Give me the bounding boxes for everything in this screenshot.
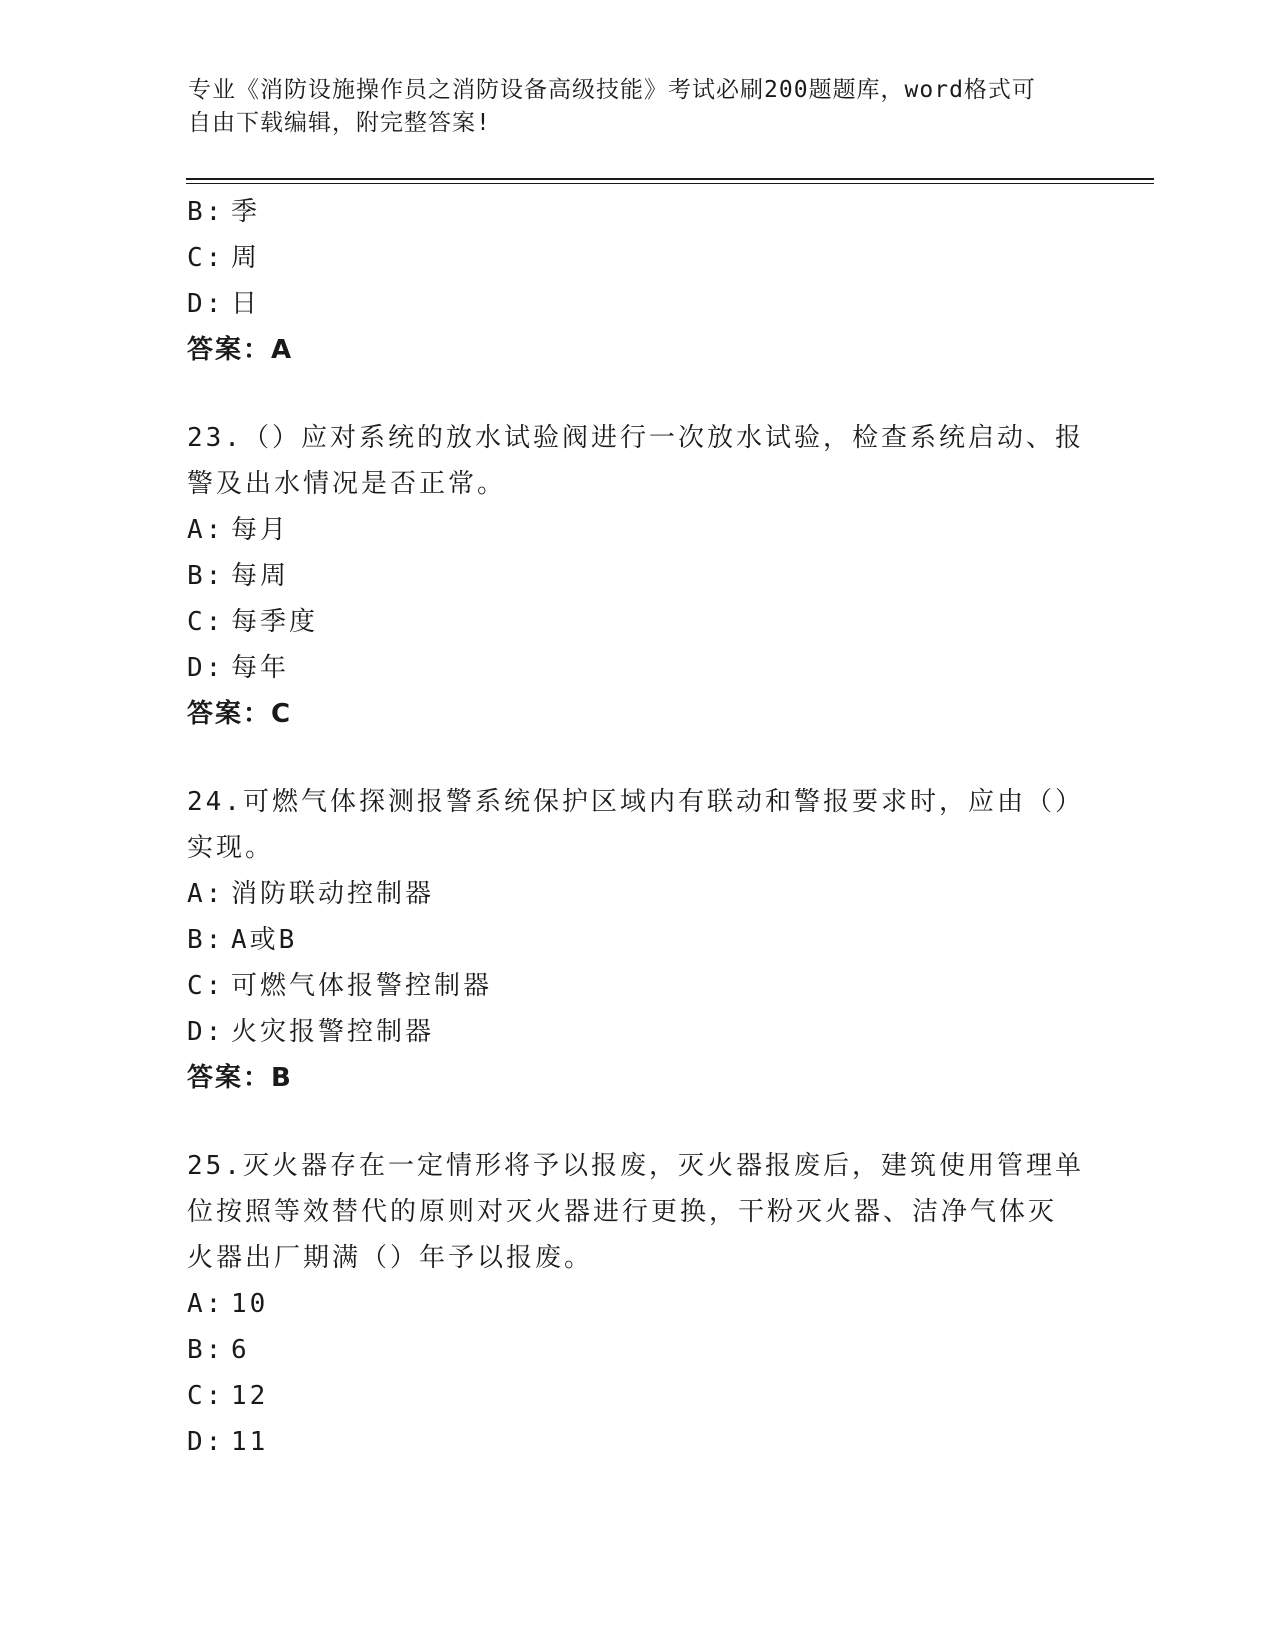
- question-text-line: 23.（）应对系统的放水试验阀进行一次放水试验，检查系统启动、报: [187, 423, 1084, 453]
- option-label: D:: [187, 653, 225, 683]
- option-label: C:: [187, 607, 225, 637]
- option-text: 每季度: [231, 607, 319, 637]
- question-text-line: 实现。: [187, 833, 275, 863]
- answer-line: 答案：A: [187, 335, 294, 365]
- option-text: 11: [231, 1427, 269, 1457]
- question-24: [187, 779, 1084, 1101]
- option-a: [187, 871, 1077, 917]
- option-text: 每月: [231, 515, 290, 545]
- option-c: [187, 235, 1077, 281]
- spacer: [187, 737, 1077, 779]
- header-line-2: 自由下载编辑，附完整答案!: [188, 110, 491, 136]
- option-label: D:: [187, 289, 225, 319]
- option-d: [187, 645, 1077, 691]
- option-text: 日: [231, 289, 261, 319]
- option-c: [187, 599, 1077, 645]
- option-d: [187, 281, 1077, 327]
- option-b: [187, 1327, 1077, 1373]
- option-d: [187, 1419, 1077, 1465]
- answer-line: 答案：C: [187, 699, 293, 729]
- option-text: 消防联动控制器: [231, 879, 435, 909]
- option-label: B:: [187, 1335, 225, 1365]
- spacer: [187, 373, 1077, 415]
- option-text: 可燃气体报警控制器: [231, 971, 493, 1001]
- option-text: 12: [231, 1381, 269, 1411]
- option-a: [187, 1281, 1077, 1327]
- option-c: [187, 1373, 1077, 1419]
- option-text: 6: [231, 1335, 250, 1365]
- option-label: C:: [187, 243, 225, 273]
- option-label: C:: [187, 1381, 225, 1411]
- question-23: [187, 415, 1084, 737]
- question-text-line: 火器出厂期满（）年予以报废。: [187, 1243, 594, 1273]
- option-b: [187, 917, 1077, 963]
- question-text-line: 24.可燃气体探测报警系统保护区域内有联动和警报要求时，应由（）: [187, 787, 1084, 817]
- question-25: [187, 1143, 1084, 1465]
- header-divider-thick: [186, 178, 1154, 180]
- option-label: A:: [187, 515, 225, 545]
- option-label: C:: [187, 971, 225, 1001]
- option-text: 每周: [231, 561, 290, 591]
- option-label: B:: [187, 561, 225, 591]
- spacer: [187, 1101, 1077, 1143]
- header-line-1: 专业《消防设施操作员之消防设备高级技能》考试必刷200题题库，word格式可: [188, 77, 1036, 103]
- option-a: [187, 507, 1077, 553]
- option-label: D:: [187, 1017, 225, 1047]
- option-b: [187, 553, 1077, 599]
- option-b: [187, 189, 1077, 235]
- option-text: 火灾报警控制器: [231, 1017, 435, 1047]
- header-divider-thin: [186, 183, 1154, 184]
- option-text: A或B: [231, 925, 298, 955]
- option-text: 季: [231, 197, 261, 227]
- document-body: [187, 189, 1084, 1465]
- option-label: A:: [187, 1289, 225, 1319]
- option-text: 周: [231, 243, 261, 273]
- option-text: 10: [231, 1289, 269, 1319]
- question-text-line: 25.灭火器存在一定情形将予以报废，灭火器报废后，建筑使用管理单: [187, 1151, 1084, 1181]
- option-c: [187, 963, 1077, 1009]
- question-22-continued: [187, 189, 1077, 373]
- option-d: [187, 1009, 1077, 1055]
- option-label: B:: [187, 925, 225, 955]
- question-text-line: 位按照等效替代的原则对灭火器进行更换，干粉灭火器、洁净气体灭: [187, 1197, 1058, 1227]
- option-label: A:: [187, 879, 225, 909]
- answer-line: 答案：B: [187, 1063, 293, 1093]
- question-text-line: 警及出水情况是否正常。: [187, 469, 507, 499]
- option-label: D:: [187, 1427, 225, 1457]
- document-header: [188, 74, 1068, 140]
- option-text: 每年: [231, 653, 290, 683]
- option-label: B:: [187, 197, 225, 227]
